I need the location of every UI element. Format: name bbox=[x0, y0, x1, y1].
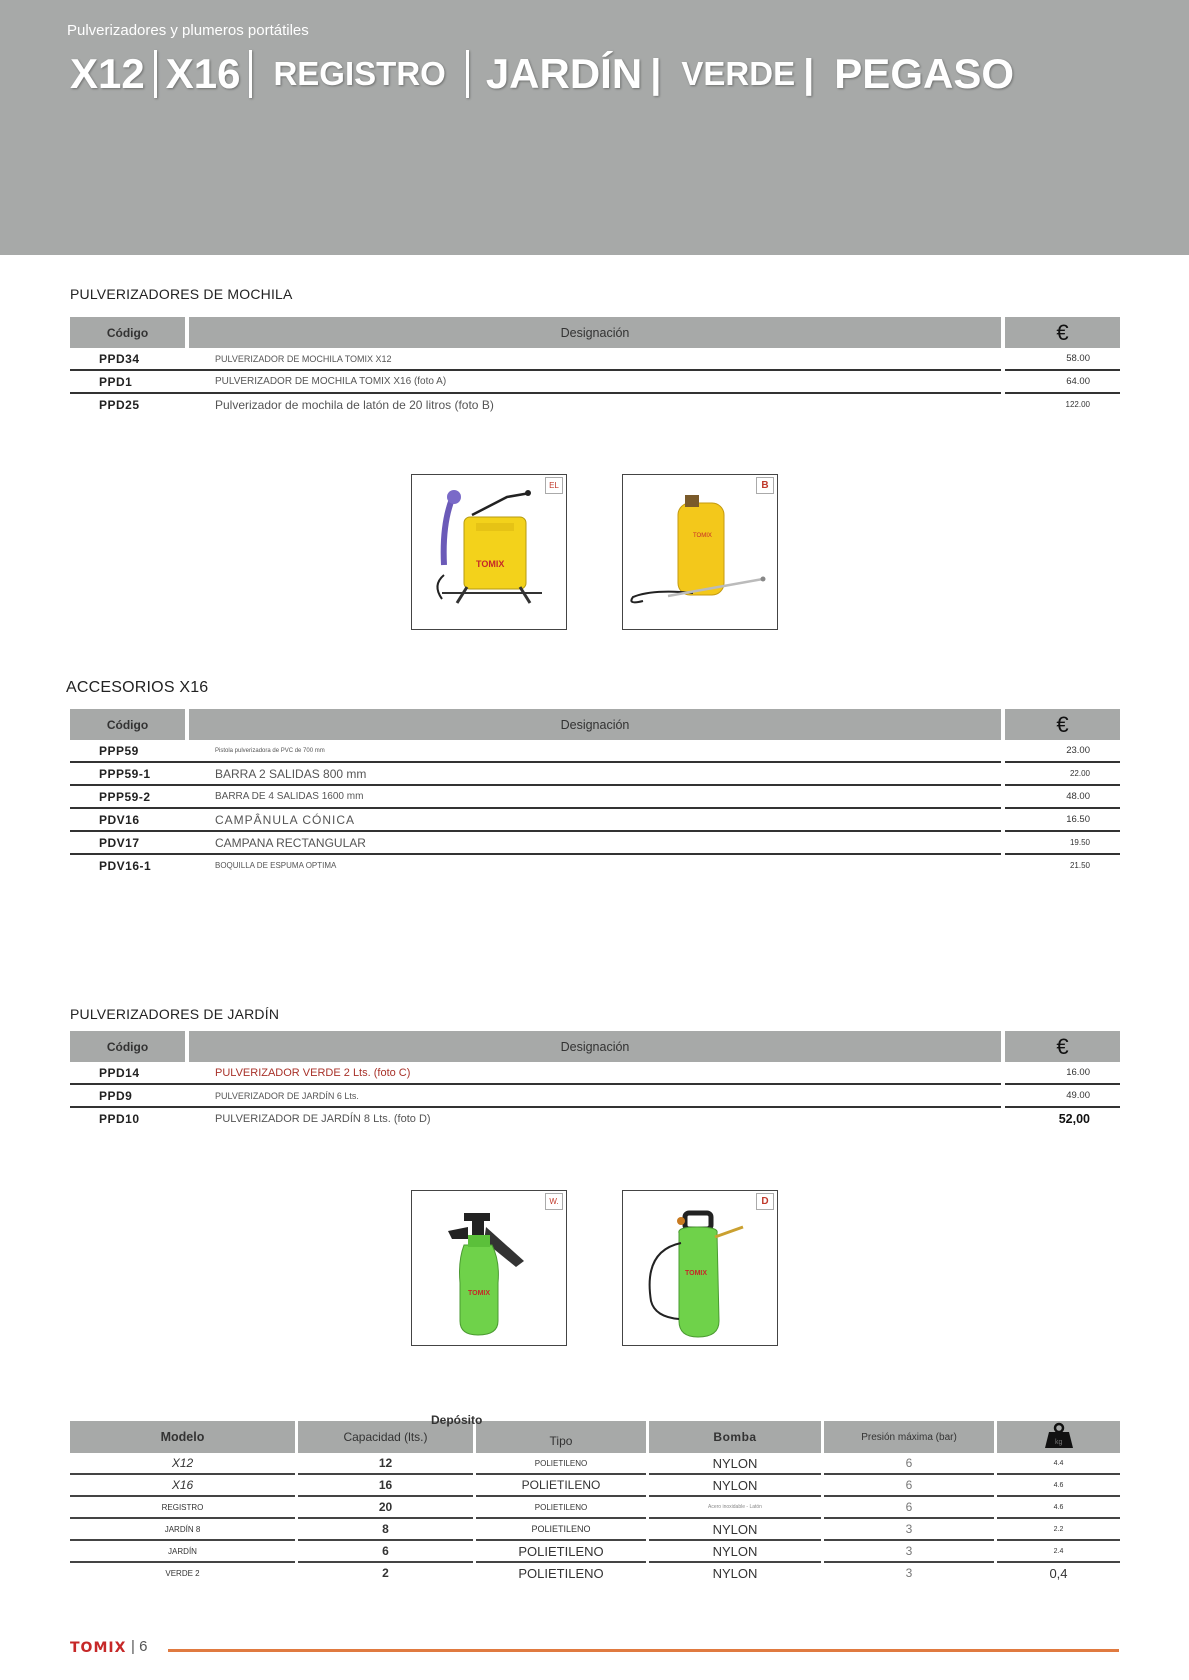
product-price: 21.50 bbox=[1069, 861, 1090, 870]
title-divider: | bbox=[803, 51, 815, 96]
product-code: PDV16-1 bbox=[99, 858, 152, 873]
title-part-registro: REGISTRO bbox=[273, 55, 446, 92]
spec-model: X16 bbox=[70, 1474, 297, 1496]
col-header-deposit: Depósito bbox=[431, 1413, 483, 1427]
spec-model: JARDÍN bbox=[70, 1540, 297, 1562]
spec-weight: 4.6 bbox=[996, 1496, 1121, 1518]
table-row bbox=[70, 831, 1120, 854]
spec-type: POLIETILENO bbox=[475, 1474, 648, 1496]
spec-type: POLIETILENO bbox=[475, 1540, 648, 1562]
product-price: 49.00 bbox=[1003, 1084, 1120, 1107]
table-row bbox=[70, 1496, 1120, 1518]
product-code: PDV16 bbox=[70, 808, 187, 831]
product-designation: CAMPÂNULA CÓNICA bbox=[187, 808, 1003, 831]
spec-pressure: 3 bbox=[823, 1540, 996, 1562]
photo-tag: EL bbox=[545, 477, 563, 494]
product-designation: BARRA DE 4 SALIDAS 1600 mm bbox=[187, 785, 1003, 808]
product-price: 52,00 bbox=[1058, 1111, 1090, 1126]
spec-model: X12 bbox=[70, 1453, 297, 1474]
page-title bbox=[70, 48, 1014, 100]
col-header-code: Código bbox=[70, 317, 187, 348]
spec-capacity: 16 bbox=[297, 1474, 475, 1496]
photo-tag: W. bbox=[545, 1193, 563, 1210]
jardin-table bbox=[70, 1031, 1120, 1129]
accesorios-table bbox=[70, 709, 1120, 876]
weight-icon bbox=[1043, 1422, 1075, 1450]
table-row bbox=[70, 762, 1120, 785]
product-designation: CAMPANA RECTANGULAR bbox=[187, 831, 1003, 854]
title-part-jardin: JARDÍN bbox=[485, 50, 643, 97]
spec-pump: Acero inoxidable - Latón bbox=[648, 1496, 823, 1518]
col-header-code: Código bbox=[70, 1031, 187, 1062]
col-header-pressure: Presión máxima (bar) bbox=[823, 1421, 996, 1453]
product-code: PPD9 bbox=[70, 1084, 187, 1107]
specs-table bbox=[70, 1413, 1120, 1583]
col-header-price: € bbox=[1003, 1031, 1120, 1062]
spec-weight: 2.4 bbox=[996, 1540, 1121, 1562]
title-divider: | bbox=[650, 51, 662, 96]
table-row bbox=[70, 1540, 1120, 1562]
backpack-sprayer-icon bbox=[412, 475, 566, 629]
table-row bbox=[70, 1453, 1120, 1474]
product-price: 58.00 bbox=[1003, 348, 1120, 370]
mochila-table bbox=[70, 317, 1120, 415]
spec-capacity: 20 bbox=[297, 1496, 475, 1518]
spec-capacity: 6 bbox=[297, 1540, 475, 1562]
product-code: PPD10 bbox=[99, 1111, 140, 1126]
title-part-x12: X12 bbox=[70, 50, 145, 97]
col-header-designation: Designación bbox=[187, 709, 1003, 740]
product-code: PPD1 bbox=[70, 370, 187, 393]
photo-tag: D bbox=[756, 1193, 774, 1210]
spec-type: POLIETILENO bbox=[475, 1453, 648, 1474]
spec-capacity: 12 bbox=[297, 1453, 475, 1474]
spec-pump: NYLON bbox=[648, 1474, 823, 1496]
product-code: PPP59-2 bbox=[70, 785, 187, 808]
col-header-capacity-label: Capacidad (lts.) bbox=[343, 1430, 428, 1444]
col-header-price: € bbox=[1003, 317, 1120, 348]
product-code: PPP59-1 bbox=[70, 762, 187, 785]
col-header-pump: Bomba bbox=[648, 1421, 823, 1453]
product-code: PPD25 bbox=[99, 397, 140, 412]
col-header-type bbox=[431, 1413, 648, 1453]
spec-capacity: 8 bbox=[297, 1518, 475, 1540]
col-header-price: € bbox=[1003, 709, 1120, 740]
section-title-accesorios: ACCESORIOS X16 bbox=[66, 679, 209, 696]
spec-weight: 0,4 bbox=[1049, 1565, 1068, 1581]
spec-pump: NYLON bbox=[648, 1518, 823, 1540]
product-price: 16.00 bbox=[1003, 1062, 1120, 1084]
table-row bbox=[70, 1084, 1120, 1107]
table-row bbox=[70, 1062, 1120, 1084]
page-number-value: 6 bbox=[139, 1638, 148, 1655]
col-header-code: Código bbox=[70, 709, 187, 740]
table-row bbox=[70, 785, 1120, 808]
product-code: PDV17 bbox=[70, 831, 187, 854]
spec-model: REGISTRO bbox=[70, 1496, 297, 1518]
product-price: 19.50 bbox=[1003, 831, 1120, 854]
spec-pump: NYLON bbox=[648, 1562, 823, 1583]
svg-text:TOMIX: TOMIX bbox=[685, 1270, 708, 1277]
garden-sprayer-icon bbox=[623, 1191, 777, 1345]
product-price: 64.00 bbox=[1003, 370, 1120, 393]
spec-pump: NYLON bbox=[648, 1453, 823, 1474]
brand-logo: TOMIX bbox=[70, 1640, 127, 1656]
spec-model: VERDE 2 bbox=[70, 1562, 297, 1583]
svg-text:TOMIX: TOMIX bbox=[693, 533, 712, 539]
photo-c bbox=[411, 1190, 567, 1346]
table-row bbox=[70, 1518, 1120, 1540]
col-header-weight bbox=[996, 1421, 1121, 1453]
product-designation: PULVERIZADOR DE JARDÍN 8 Lts. (foto D) bbox=[187, 1107, 1003, 1129]
table-row bbox=[70, 348, 1120, 370]
footer-divider bbox=[168, 1649, 1119, 1652]
product-price: 48.00 bbox=[1003, 785, 1120, 808]
hand-sprayer-icon bbox=[412, 1191, 566, 1345]
product-designation: PULVERIZADOR DE JARDÍN 6 Lts. bbox=[187, 1084, 1003, 1107]
table-row bbox=[70, 1474, 1120, 1496]
product-designation: Pulverizador de mochila de latón de 20 litros (foto B) bbox=[187, 393, 1003, 415]
product-code: PPP59 bbox=[70, 740, 187, 762]
spec-pressure: 6 bbox=[823, 1453, 996, 1474]
col-header-model: Modelo bbox=[70, 1421, 297, 1453]
spec-pressure: 6 bbox=[823, 1496, 996, 1518]
title-divider bbox=[249, 50, 252, 98]
table-row bbox=[70, 740, 1120, 762]
col-header-designation: Designación bbox=[187, 317, 1003, 348]
col-header-designation: Designación bbox=[187, 1031, 1003, 1062]
product-code: PPD34 bbox=[70, 348, 187, 370]
photo-b bbox=[622, 474, 778, 630]
product-designation: BOQUILLA DE ESPUMA OPTIMA bbox=[187, 854, 1003, 876]
spec-pressure: 6 bbox=[823, 1474, 996, 1496]
product-price: 22.00 bbox=[1003, 762, 1120, 785]
title-part-verde: VERDE bbox=[681, 55, 796, 92]
product-price: 23.00 bbox=[1003, 740, 1120, 762]
table-row bbox=[70, 854, 1120, 876]
product-designation: BARRA 2 SALIDAS 800 mm bbox=[187, 762, 1003, 785]
header-banner bbox=[0, 0, 1189, 255]
table-row bbox=[70, 1107, 1120, 1129]
photo-tag: B bbox=[756, 477, 774, 494]
product-designation: PULVERIZADOR DE MOCHILA TOMIX X12 bbox=[187, 348, 1003, 370]
brass-sprayer-icon bbox=[623, 475, 777, 629]
section-title-jardin: PULVERIZADORES DE JARDÍN bbox=[70, 1006, 280, 1022]
photo-d bbox=[622, 1190, 778, 1346]
title-part-pegaso: PEGASO bbox=[834, 50, 1015, 97]
col-header-type-label: Tipo bbox=[549, 1434, 573, 1448]
spec-weight: 2.2 bbox=[996, 1518, 1121, 1540]
spec-type: POLIETILENO bbox=[475, 1496, 648, 1518]
title-part-x16: X16 bbox=[165, 50, 241, 97]
page-subtitle: Pulverizadores y plumeros portátiles bbox=[67, 22, 309, 39]
product-designation: Pistola pulverizadora de PVC de 700 mm bbox=[187, 740, 1003, 762]
spec-pressure: 3 bbox=[823, 1518, 996, 1540]
spec-weight: 4.6 bbox=[996, 1474, 1121, 1496]
spec-type: POLIETILENO bbox=[475, 1518, 648, 1540]
svg-text:kg: kg bbox=[1054, 1438, 1062, 1446]
table-row bbox=[70, 808, 1120, 831]
spec-capacity: 2 bbox=[297, 1562, 475, 1583]
table-row bbox=[70, 393, 1120, 415]
product-designation: PULVERIZADOR VERDE 2 Lts. (foto C) bbox=[187, 1062, 1003, 1084]
svg-text:TOMIX: TOMIX bbox=[476, 559, 505, 569]
spec-pressure: 3 bbox=[823, 1562, 996, 1583]
section-title-mochila: PULVERIZADORES DE MOCHILA bbox=[70, 286, 293, 302]
spec-pump: NYLON bbox=[648, 1540, 823, 1562]
product-price: 122.00 bbox=[1065, 400, 1090, 409]
table-row bbox=[70, 1562, 1120, 1583]
spec-weight: 4.4 bbox=[996, 1453, 1121, 1474]
page-number: | 6 bbox=[131, 1638, 148, 1655]
title-divider bbox=[466, 50, 469, 98]
product-price: 16.50 bbox=[1003, 808, 1120, 831]
product-code: PPD14 bbox=[70, 1062, 187, 1084]
svg-text:TOMIX: TOMIX bbox=[468, 1290, 491, 1297]
spec-model: JARDÍN 8 bbox=[70, 1518, 297, 1540]
product-designation: PULVERIZADOR DE MOCHILA TOMIX X16 (foto A) bbox=[187, 370, 1003, 393]
table-row bbox=[70, 370, 1120, 393]
spec-type: POLIETILENO bbox=[475, 1562, 648, 1583]
title-divider bbox=[154, 50, 157, 98]
photo-a bbox=[411, 474, 567, 630]
